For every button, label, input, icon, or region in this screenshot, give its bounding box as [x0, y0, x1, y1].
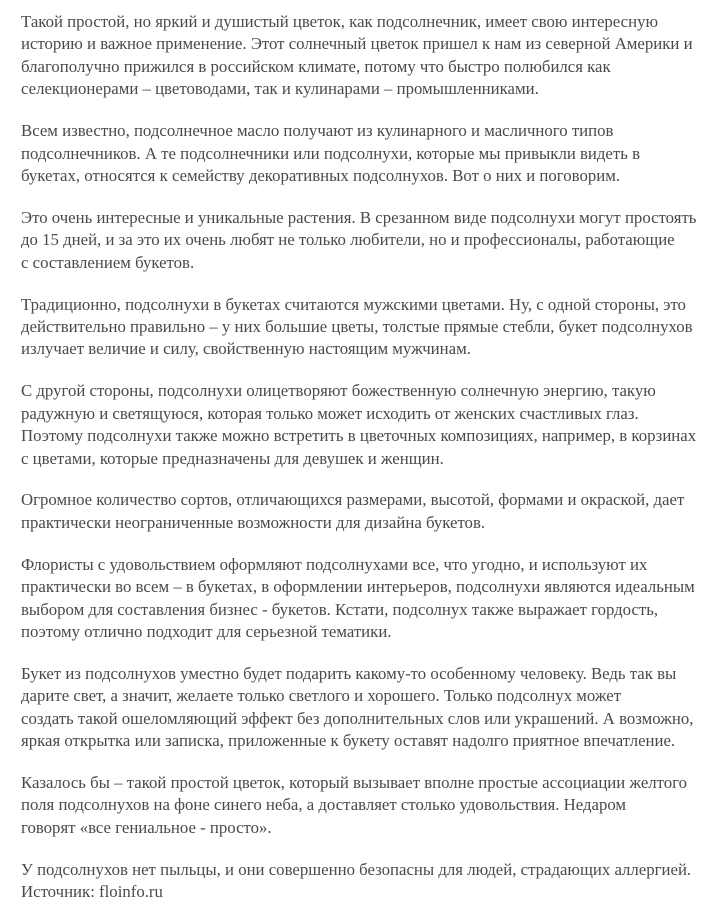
paragraph-line: до 15 дней, и за это их очень любят не только любители, но и профессионалы, работающие: [21, 230, 675, 250]
paragraph-line: дарите свет, а значит, желаете только светлого и хорошего. Только подсолнух может: [21, 686, 622, 706]
paragraph-line: действительно правильно – у них большие цветы, толстые прямые стебли, букет подсолнухов: [21, 316, 693, 336]
article-paragraph: [21, 294, 720, 361]
paragraph-line: выбором для составления бизнес - букетов. Кстати, подсолнух также выражает гордость,: [21, 599, 659, 619]
paragraph-line: создать такой ошеломляющий эффект без дополнительных слов или украшений. А возможно,: [21, 708, 694, 728]
article-paragraph: [21, 772, 720, 839]
paragraph-line: С другой стороны, подсолнухи олицетворяют божественную солнечную энергию, такую: [21, 381, 656, 401]
paragraph-line: Традиционно, подсолнухи в букетах считаются мужскими цветами. Ну, с одной стороны, это: [21, 294, 686, 314]
paragraph-line: Букет из подсолнухов уместно будет подарить какому-то особенному человеку. Ведь так вы: [21, 663, 677, 683]
article-paragraph: [21, 859, 720, 904]
paragraph-line: яркая открытка или записка, приложенные к букету оставят надолго приятное впечатление.: [21, 731, 676, 751]
paragraph-line: говорят «все гениальное - просто».: [21, 817, 272, 837]
paragraph-line: селекционерами – цветоводами, так и кулинарами – промышленниками.: [21, 79, 539, 99]
article-paragraph: [21, 663, 720, 753]
paragraph-line: Казалось бы – такой простой цветок, который вызывает вполне простые ассоциации желтого: [21, 772, 688, 792]
paragraph-line: благополучно прижился в российском климате, потому что быстро полюбился как: [21, 56, 611, 76]
paragraph-line: практически во всем – в букетах, в оформлении интерьеров, подсолнухи являются идеальным: [21, 577, 695, 597]
paragraph-line: с цветами, которые предназначены для девушек и женщин.: [21, 448, 444, 468]
article-body: [21, 11, 720, 904]
paragraph-line: Источник: floinfo.ru: [21, 882, 163, 902]
paragraph-line: практически неограниченные возможности для дизайна букетов.: [21, 512, 486, 532]
paragraph-line: букетах, относятся к семейству декоративных подсолнухов. Вот о них и поговорим.: [21, 165, 621, 185]
paragraph-line: Такой простой, но яркий и душистый цветок, как подсолнечник, имеет свою интересную: [21, 12, 659, 31]
paragraph-line: Поэтому подсолнухи также можно встретить в цветочных композициях, например, в корзинах: [21, 426, 697, 446]
article-paragraph: [21, 120, 720, 187]
article-paragraph: [21, 207, 720, 274]
paragraph-line: Флористы с удовольствием оформляют подсолнухами все, что угодно, и используют их: [21, 554, 648, 574]
article-paragraph: [21, 554, 720, 644]
paragraph-line: Всем известно, подсолнечное масло получают из кулинарного и масличного типов: [21, 121, 614, 141]
paragraph-line: историю и важное применение. Этот солнечный цветок пришел к нам из северной Америки и: [21, 34, 693, 54]
paragraph-line: поэтому отлично подходит для серьезной тематики.: [21, 621, 392, 641]
paragraph-line: поля подсолнухов на фоне синего неба, а доставляет столько удовольствия. Недаром: [21, 795, 627, 815]
paragraph-line: с составлением букетов.: [21, 252, 195, 272]
paragraph-line: подсолнечников. А те подсолнечники или подсолнухи, которые мы привыкли видеть в: [21, 143, 640, 163]
paragraph-line: излучает величие и силу, свойственную настоящим мужчинам.: [21, 339, 471, 359]
paragraph-line: У подсолнухов нет пыльцы, и они совершенно безопасны для людей, страдающих аллергией.: [21, 859, 692, 879]
article-paragraph: [21, 489, 720, 534]
paragraph-line: Огромное количество сортов, отличающихся размерами, высотой, формами и окраской, дает: [21, 490, 685, 510]
article-paragraph: [21, 11, 720, 101]
paragraph-line: радужную и светящуюся, которая только может исходить от женских счастливых глаз.: [21, 403, 639, 423]
paragraph-line: Это очень интересные и уникальные растения. В срезанном виде подсолнухи могут простоять: [21, 207, 697, 227]
article-paragraph: [21, 380, 720, 470]
